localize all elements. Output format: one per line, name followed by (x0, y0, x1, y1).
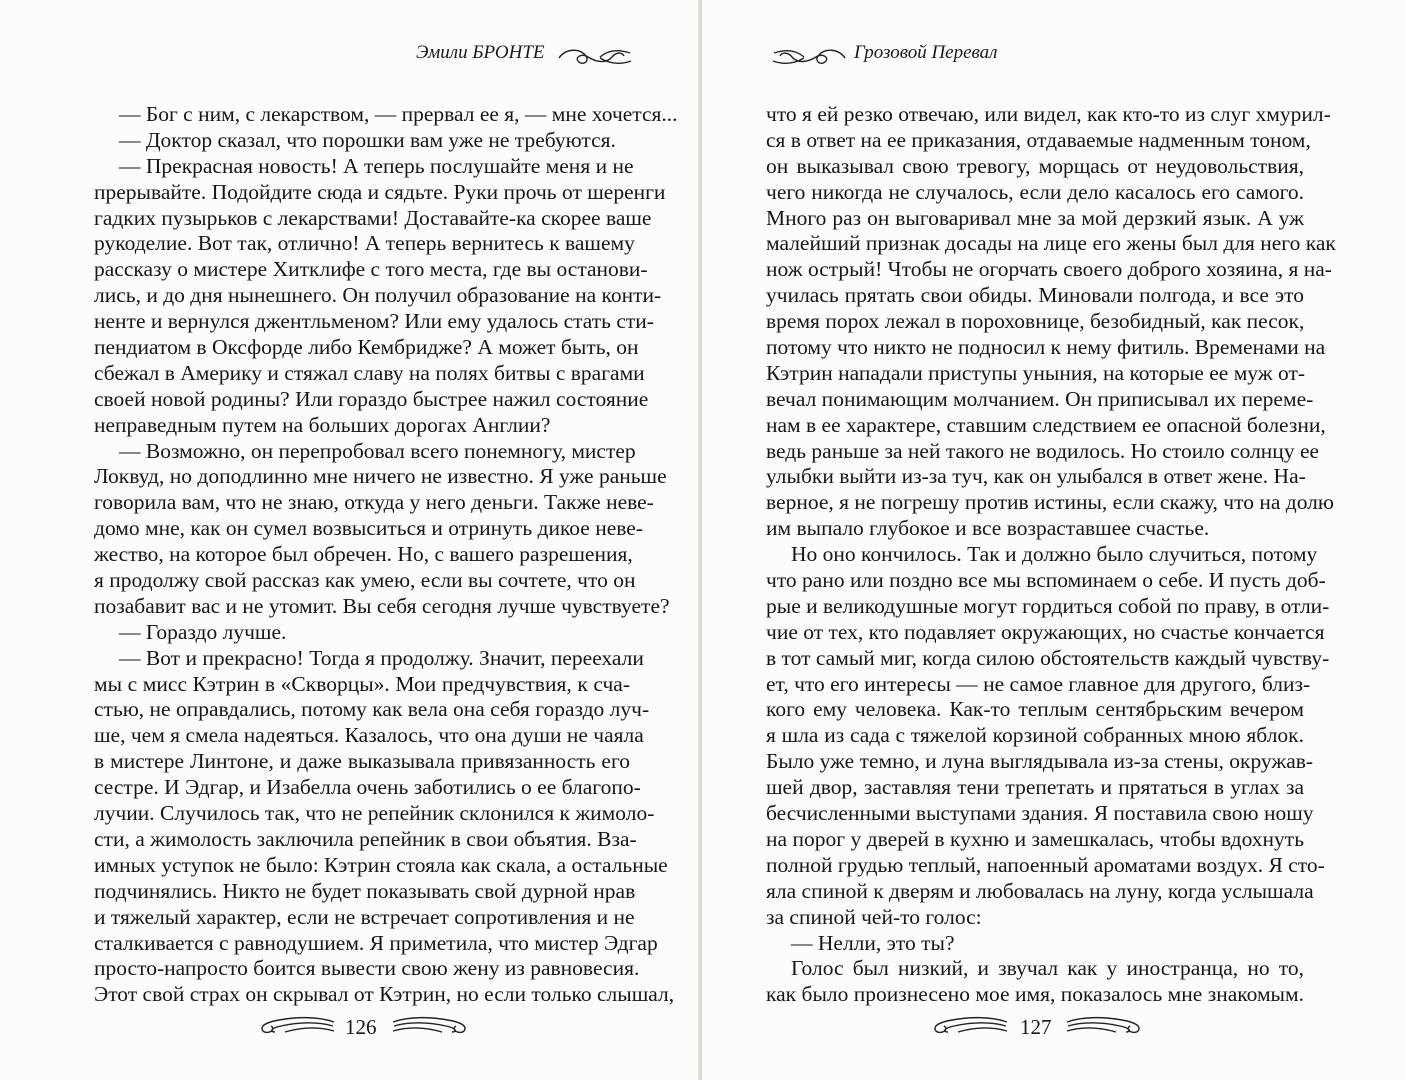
text-line: Этот свой страх он скрывал от Кэтрин, но если только слышал, (94, 982, 675, 1007)
text-line: нож острый! Чтобы не огорчать своего доброго хозяина, я на- (766, 257, 1332, 282)
text-line: нам в ее характере, ставшим следствием ее опасной болезни, (766, 412, 1326, 437)
text-line: верное, я не погрешу против истины, если скажу, что на долю (766, 490, 1334, 515)
text-line: бесчисленными выступами здания. Я поставила свою ношу (766, 801, 1314, 826)
page-number: 126 (345, 1015, 377, 1039)
text-line: домо мне, как он сумел возвыситься и отринуть дикое неве- (94, 516, 644, 541)
text-line: сбежал в Америку и стяжал славу на полях битвы с врагами (94, 360, 645, 385)
text-line: как было произнесено мое имя, показалось мне знакомым. (766, 982, 1304, 1007)
text-line: рассказу о мистере Хитклифе с того места, где вы останови- (94, 257, 648, 282)
text-line: — Возможно, он перепробовал всего понемногу, мистер (119, 438, 636, 463)
page-number-flourish-left-ornament (255, 1012, 337, 1038)
text-line: — Бог с ним, с лекарством, — прервал ее я, — мне хочется... (119, 102, 678, 126)
text-line: я продолжу свой рассказ как умею, если вы сочтете, что он (94, 568, 636, 593)
text-line: говорила вам, что не знаю, откуда у него деньги. Также неве- (94, 490, 654, 515)
text-line: время порох лежал в пороховнице, безобидный, как песок, (766, 309, 1305, 334)
header-flourish-ornament (770, 44, 848, 70)
header-flourish-ornament (556, 44, 634, 70)
text-line: в тот самый миг, когда силою обстоятельств каждый чувству- (766, 645, 1330, 670)
page-number: 127 (1020, 1015, 1052, 1039)
text-line: стью, не оправдались, потому как вела она себя гораздо луч- (94, 697, 650, 722)
text-line: что рано или поздно все мы вспоминаем о себе. И пусть доб- (766, 568, 1326, 593)
text-line: полной грудью теплый, напоенный ароматами воздух. Я сто- (766, 852, 1325, 877)
left-page-body (94, 102, 678, 1008)
text-line: училась прятать свои обиды. Миновали полгода, и все это (766, 283, 1304, 308)
text-line: в мистере Линтоне, и даже выказывала привязанность его (94, 749, 630, 774)
text-line: позабавит вас и не утомит. Вы себя сегодня лучше чувствуете? (94, 593, 670, 618)
left-page (0, 0, 700, 1080)
text-line: что я ей резко отвечаю, или видел, как кто-то из слуг хмурил- (766, 102, 1331, 126)
text-line: — Доктор сказал, что порошки вам уже не требуются. (119, 127, 616, 152)
text-line: лись, и до дня нынешнего. Он получил образование на конти- (94, 283, 662, 308)
text-line: пендиатом в Оксфорде либо Кембридже? А может быть, он (94, 335, 639, 360)
text-line: им выпало глубокое и все возраставшее счастье. (766, 516, 1210, 541)
text-line: чего никогда не случалось, если дело касалось его самого. (766, 179, 1304, 204)
text-line: яла спиной к дверям и любовалась на луну, когда услышала (766, 878, 1314, 903)
text-line: чие от тех, кто подавляет окружающих, но счастье кончается (766, 619, 1325, 644)
text-line: — Прекрасная новость! А теперь послушайте меня и не (119, 153, 634, 178)
text-line: Локвуд, но доподлинно мне ничего не известно. Я уже раньше (94, 464, 667, 489)
text-line: гадких пузырьков с лекарствами! Доставайте-ка скорее ваше (94, 205, 652, 230)
text-line: малейший признак досады на лице его жены был для него как (766, 231, 1336, 256)
text-line: сестре. И Эдгар, и Изабелла очень заботились о ее благопо- (94, 775, 641, 800)
text-line: неправедным путем на больших дорогах Англии? (94, 412, 551, 437)
text-line: вечал понимающим молчанием. Он приписывал их переме- (766, 386, 1314, 411)
text-line: за спиной чей-то голос: (766, 904, 982, 929)
text-line: — Нелли, это ты? (791, 930, 955, 955)
text-line: ведь раньше за ней такого не водилось. Но стоило солнцу ее (766, 438, 1320, 463)
text-line: имных уступок не было: Кэтрин стояла как скала, а остальные (94, 852, 668, 877)
text-line: жество, на которое был обречен. Но, с вашего разрешения, (94, 542, 633, 567)
text-line: он выказывал свою тревогу, морщась от неудовольствия, (766, 153, 1304, 178)
text-line: просто-напросто боится вывести свою жену из равновесия. (94, 956, 640, 981)
text-line: шей двор, заставляя тени трепетать и прятаться в углах за (766, 775, 1304, 800)
text-line: лучии. Случилось так, что не репейник склонился к жимоло- (94, 801, 655, 826)
page-number-flourish-right-ornament (390, 1012, 472, 1038)
text-line: потому что никто не подносил к нему фитиль. Временами на (766, 335, 1326, 360)
right-page-body (766, 102, 1336, 1008)
text-line: я шла из сада с тяжелой корзиной собранных мною яблок. (766, 723, 1304, 748)
text-line: и тяжелый характер, если не встречает сопротивления и не (94, 904, 635, 929)
text-line: своей новой родины? Или гораздо быстрее нажил состояние (94, 386, 649, 411)
running-header-author: Эмили БРОНТЕ (416, 42, 545, 63)
text-line: мы с мисс Кэтрин в «Скворцы». Мои предчувствия, к сча- (94, 671, 630, 696)
text-line: — Гораздо лучше. (119, 619, 287, 644)
text-line: сталкивается с равнодушием. Я приметила, что мистер Эдгар (94, 930, 658, 955)
text-line: на порог у дверей в кухню и замешкалась, чтобы вдохнуть (766, 826, 1304, 851)
text-line: Много раз он выговаривал мне за мой дерзкий язык. А уж (766, 205, 1304, 230)
text-line: кого ему человека. Как-то теплым сентябрьским вечером (766, 697, 1304, 722)
right-page (702, 0, 1405, 1080)
text-line: Но оно кончилось. Так и должно было случиться, потому (791, 542, 1318, 567)
text-line: подчинялись. Никто не будет показывать свой дурной нрав (94, 878, 636, 903)
text-line: ет, что его интересы — не самое главное для другого, близ- (766, 671, 1311, 696)
text-line: ся в ответ на ее приказания, отдаваемые надменным тоном, (766, 127, 1311, 152)
text-line: сти, а жимолость заключила репейник в свои объятия. Вза- (94, 826, 637, 851)
text-line: рукоделие. Вот так, отлично! А теперь вернитесь к вашему (94, 231, 635, 256)
page-number-flourish-right-ornament (1064, 1012, 1146, 1038)
text-line: рые и великодушные могут гордиться собой по праву, в отли- (766, 593, 1330, 618)
text-line: Было уже темно, и луна выглядывала из-за стены, окружав- (766, 749, 1314, 774)
running-header-title: Грозовой Перевал (854, 42, 998, 63)
text-line: Кэтрин нападали приступы уныния, на которые ее муж от- (766, 360, 1306, 385)
text-line: — Вот и прекрасно! Тогда я продолжу. Значит, переехали (119, 645, 644, 670)
text-line: прерывайте. Подойдите сюда и сядьте. Руки прочь от шеренги (94, 179, 666, 204)
page-number-flourish-left-ornament (928, 1012, 1010, 1038)
text-line: ненте и вернулся джентльменом? Или ему удалось стать сти- (94, 309, 654, 334)
text-line: Голос был низкий, и звучал как у иностранца, но то, (791, 956, 1304, 981)
text-line: ше, чем я смела надеяться. Казалось, что она души не чаяла (94, 723, 644, 748)
text-line: улыбки выйти из-за туч, как он улыбался в ответ жене. На- (766, 464, 1306, 489)
